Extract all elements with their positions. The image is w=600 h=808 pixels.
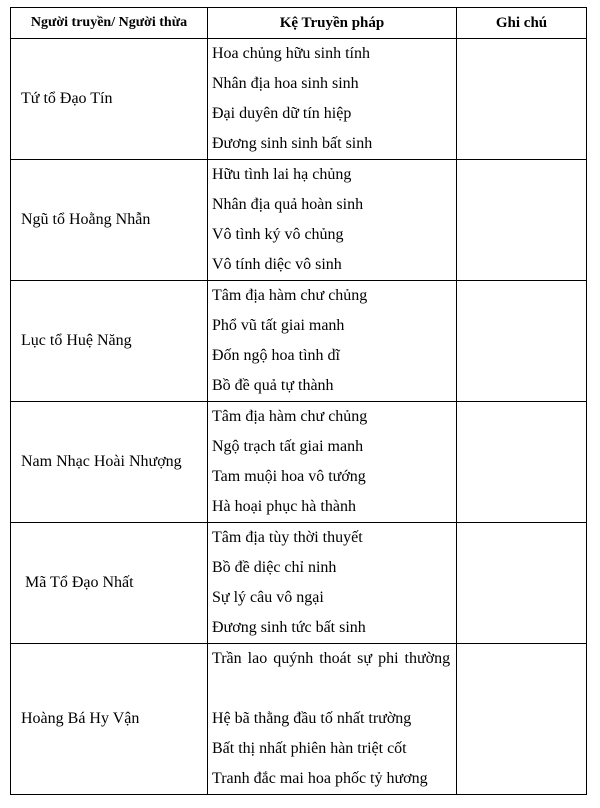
verse-cell [208, 644, 457, 795]
table-row [11, 523, 587, 644]
verse-cell [208, 402, 457, 523]
verse-line: Hà hoại phục hà thành [212, 498, 356, 515]
person-cell: Lục tổ Huệ Năng [11, 281, 208, 402]
verse-cell [208, 39, 457, 160]
note-cell [457, 402, 587, 523]
person-cell: Tứ tổ Đạo Tín [11, 39, 208, 160]
person-cell: Mã Tổ Đạo Nhất [11, 523, 208, 644]
note-cell [457, 281, 587, 402]
verse-line: Bồ đề quả tự thành [212, 377, 334, 394]
verse-line: Đương sinh sinh bất sinh [212, 135, 373, 152]
header-note: Ghi chú [457, 8, 587, 39]
verse-line: Đốn ngộ hoa tình dĩ [212, 347, 340, 364]
verse-line: Nhân địa hoa sinh sinh [212, 75, 359, 92]
verse-line: Bất thị nhất phiên hàn triệt cốt [212, 740, 407, 757]
verse-line: Bồ đề diệc chỉ ninh [212, 559, 337, 576]
verse-line: Tâm địa hàm chư chủng [212, 408, 368, 425]
verse-line: Vô tình ký vô chủng [212, 226, 344, 243]
note-cell [457, 644, 587, 795]
table-row [11, 39, 587, 160]
note-cell [457, 39, 587, 160]
header-verse: Kệ Truyền pháp [208, 8, 457, 39]
table-row [11, 644, 587, 795]
verse-line: Hoa chủng hữu sinh tính [212, 45, 370, 62]
verse-line: Hệ bã thằng đầu tố nhất trường [212, 710, 412, 727]
verse-line: Hữu tình lai hạ chủng [212, 166, 352, 183]
person-cell: Ngũ tổ Hoằng Nhẫn [11, 160, 208, 281]
note-cell [457, 523, 587, 644]
verse-line: Nhân địa quả hoàn sinh [212, 196, 364, 213]
table-header-row [11, 8, 587, 39]
verse-line: Vô tính diệc vô sinh [212, 256, 342, 273]
verse-line: Tam muội hoa vô tướng [212, 468, 366, 485]
transmission-verse-table [10, 7, 587, 795]
verse-cell [208, 281, 457, 402]
verse-line: Phổ vũ tất giai manh [212, 317, 345, 334]
verse-line: Đại duyên dữ tín hiệp [212, 105, 352, 122]
table-row [11, 281, 587, 402]
transmission-table-wrapper [10, 7, 587, 795]
verse-line: Đương sinh tức bất sinh [212, 619, 366, 636]
verse-line: Tâm địa tùy thời thuyết [212, 529, 363, 546]
verse-line: Tâm địa hàm chư chủng [212, 287, 368, 304]
verse-cell [208, 160, 457, 281]
verse-cell [208, 523, 457, 644]
table-row [11, 402, 587, 523]
header-person: Người truyền/ Người thừa [11, 8, 208, 39]
verse-line: Trần lao quýnh thoát sự phi thường [212, 650, 451, 667]
table-row [11, 160, 587, 281]
person-cell: Hoàng Bá Hy Vận [11, 644, 208, 795]
verse-line: Tranh đắc mai hoa phốc tỷ hương [212, 770, 428, 787]
verse-line: Sự lý câu vô ngại [212, 589, 324, 606]
verse-line: Ngộ trạch tất giai manh [212, 438, 364, 455]
person-cell: Nam Nhạc Hoài Nhượng [11, 402, 208, 523]
note-cell [457, 160, 587, 281]
